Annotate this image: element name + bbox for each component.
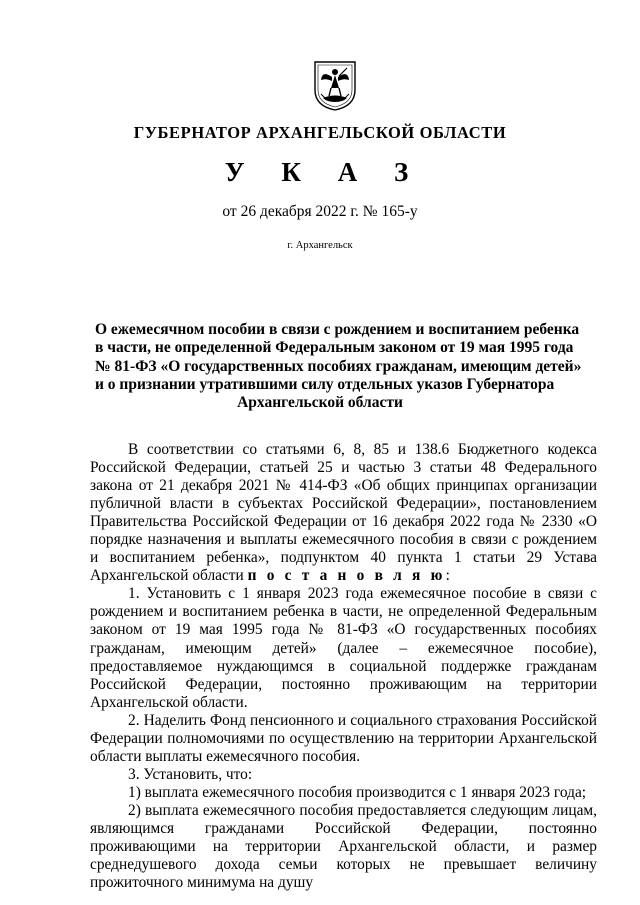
- document-body: [90, 441, 597, 892]
- title-line: О ежемесячном пособии в связи с рождением и воспитанием ребенка: [95, 321, 580, 338]
- item-3-paragraph: 3. Установить, что:: [128, 765, 253, 783]
- preamble-paragraph: [90, 441, 597, 585]
- item-3-2-paragraph: 2) выплата ежемесячного пособия предоставляется следующим лицам, являющимся гражданами Российской Федерации, постоянно проживающими на территории Архангельской области, и размер среднедушевого дохода семьи которых не превышает величину прожиточного минимума на душу: [90, 801, 597, 892]
- coat-of-arms-icon: [313, 60, 357, 112]
- document-type: У К А З: [224, 157, 424, 187]
- decree-colon: :: [445, 567, 450, 585]
- decree-word: п о с т а н о в л я ю: [247, 567, 446, 585]
- preamble-text: В соответствии со статьями 6, 8, 85 и 138.6 Бюджетного кодекса Российской Федерации, статьей 25 и частью 3 статьи 48 Федерального закона от 21 декабря 2021 № 414-ФЗ «Об общих принципах организации публичной власти в субъектах Российской Федерации», постановлением Правительства Российской Федерации от 16 декабря 2022 года № 2330 «О порядке назначения и выплаты ежемесячного пособия в связи с рождением и воспитанием ребенка», подпунктом 40 пункта 1 статьи 29 Устава Архангельской области: [90, 441, 597, 585]
- item-3-1-paragraph: 1) выплата ежемесячного пособия производится с 1 января 2023 года;: [128, 783, 587, 801]
- title-line: и о признании утратившими силу отдельных указов Губернатора: [95, 375, 555, 393]
- item-1-paragraph: 1. Установить с 1 января 2023 года ежемесячное пособие в связи с рождением и воспитанием ребенка в части, не определенной Федеральным законом от 19 мая 1995 года № 81-ФЗ «О государственных пособиях гражданам, имеющим детей» (далее – ежемесячное пособие), предоставляемое нуждающимся в социальной поддержке гражданам Российской Федерации, постоянно проживающим на территории Архангельской области.: [90, 585, 597, 711]
- title-line: в части, не определенной Федеральным законом от 19 мая 1995 года: [95, 339, 574, 357]
- document-title: [95, 321, 582, 412]
- issuing-authority: ГУБЕРНАТОР АРХАНГЕЛЬСКОЙ ОБЛАСТИ: [133, 123, 507, 142]
- document-date-number: от 26 декабря 2022 г. № 165-у: [222, 203, 418, 220]
- document-city: г. Архангельск: [287, 240, 353, 251]
- title-line: Архангельской области: [237, 394, 403, 412]
- title-line: № 81-ФЗ «О государственных пособиях гражданам, имеющим детей»: [95, 357, 582, 375]
- item-2-paragraph: 2. Наделить Фонд пенсионного и социального страхования Российской Федерации полномочиями по осуществлению на территории Архангельской области выплаты ежемесячного пособия.: [90, 711, 597, 765]
